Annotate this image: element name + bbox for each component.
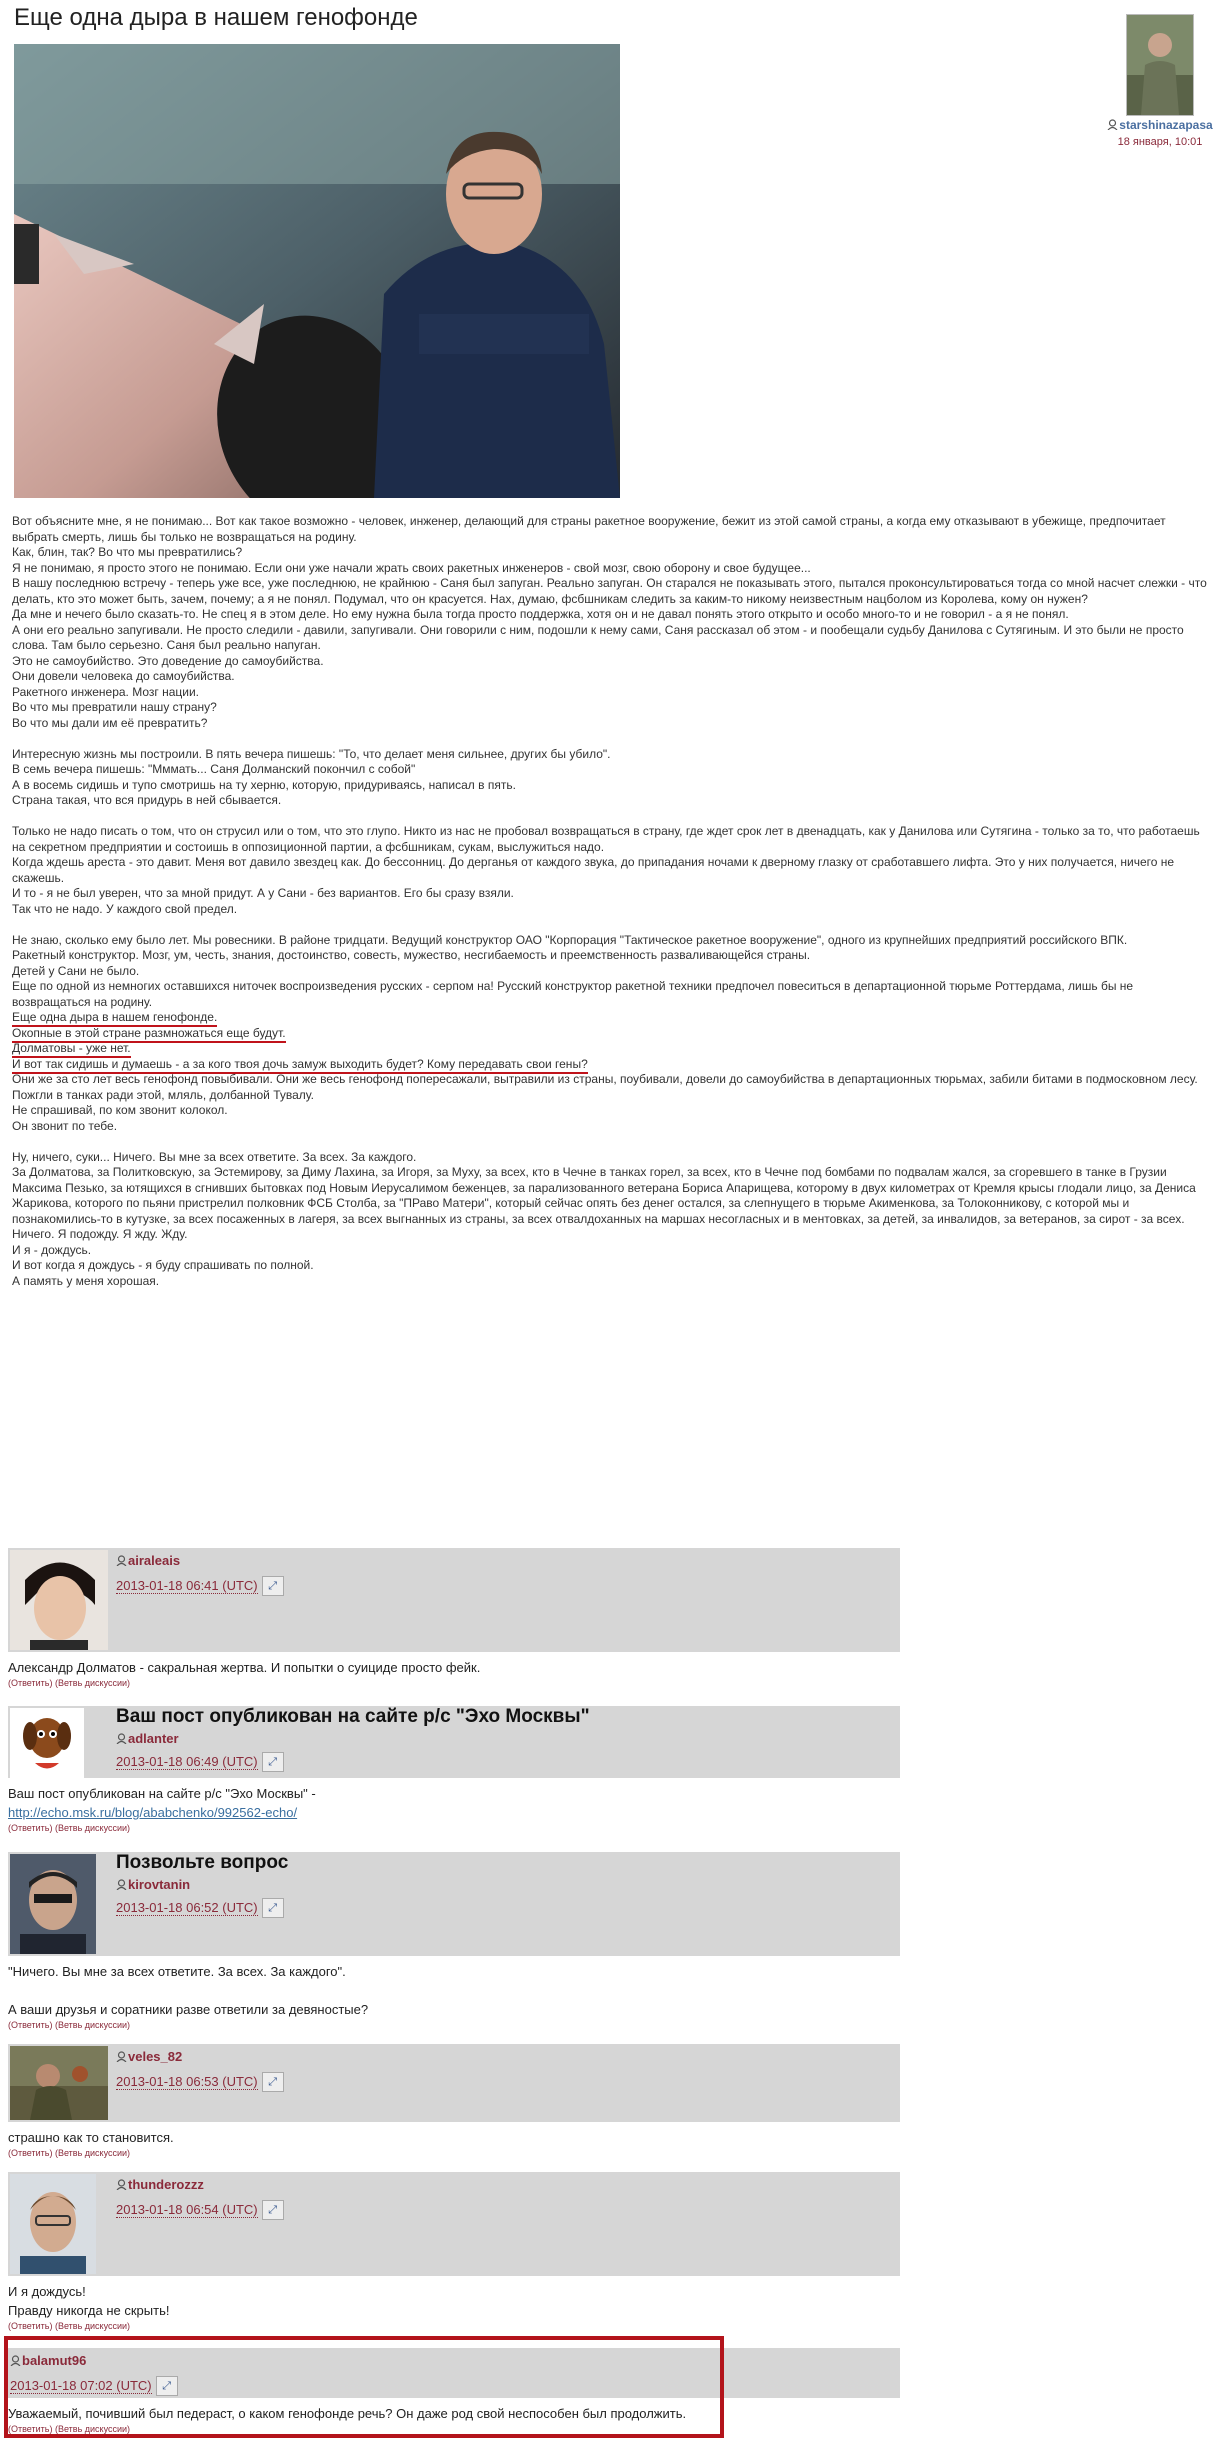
comment-line: А ваши друзья и соратники разве ответили за девяностые? [8,2002,369,2017]
post-body [12,514,1212,1289]
comment [8,1852,900,2030]
comment-text [8,1784,900,1822]
comment-actions[interactable]: (Ответить) (Ветвь дискуссии) [8,2424,131,2434]
comment-text [8,2128,900,2147]
thread-pin-icon[interactable]: ⤢ [262,1752,284,1772]
post-paragraph: Страна такая, что вся придурь в ней сбывается. [12,793,282,807]
comment-line: Правду никогда не скрыть! [8,2303,170,2318]
post-paragraph: Вот объясните мне, я не понимаю... Вот как такое возможно - человек, инженер, делающий для страны ракетное вооружение, бежит из этой самой страны, а когда ему отказывают в убежище, предпочитает выбрать смерть, лишь бы только не возвращаться на родину. [12,514,1166,544]
post-paragraph: Не спрашивай, по ком звонит колокол. [12,1103,228,1117]
comment-header [8,1852,900,1956]
post-paragraph: Я не понимаю, я просто этого не понимаю. Если они уже начали жрать своих ракетных инженеров - свой мозг, свою оборону и свое будущее... [12,560,811,575]
post-paragraph: Ракетный конструктор. Мозг, ум, честь, знания, достоинство, совесть, мужество, несгибаемость и преемственность разваливающейся страны. [12,948,811,962]
post-paragraph: Они довели человека до самоубийства. [12,669,235,683]
post-paragraph: Во что мы дали им её превратить? [12,715,208,730]
post-paragraph: А память у меня хорошая. [12,1273,160,1288]
comment-line: страшно как то становится. [8,2130,174,2145]
user-icon [116,2179,127,2190]
comment-line: "Ничего. Вы мне за всех ответите. За всех. За каждого". [8,1964,346,1979]
comment-avatar[interactable] [10,1708,84,1778]
post-paragraph [12,1026,1212,1042]
post-paragraph: Только не надо писать о том, что он струсил или о том, что это глупо. Никто из нас не пробовал возвращаться в страну, где ждет срок лет в двенадцать, как у Данилова или Сутягина - только за то, что работаешь на секретном предприятии и состоишь в оппозиционной партии, а фсбшникам, сукам, выслужиться надо. [12,824,1200,854]
thread-pin-icon[interactable]: ⤢ [262,2200,284,2220]
post-paragraph: И то - я не был уверен, что за мной придут. А у Сани - без вариантов. Его бы сразу взяли. [12,886,514,900]
author-avatar[interactable] [1126,14,1194,116]
author-username[interactable]: starshinazapasa [1119,118,1213,132]
comment-username[interactable]: adlanter [128,1731,179,1746]
comment-date[interactable]: 2013-01-18 06:49 (UTC) [116,1754,258,1770]
comment-title: Ваш пост опубликован на сайте р/с "Эхо Москвы" [116,1706,590,1727]
user-icon [1107,119,1118,130]
thread-pin-icon[interactable]: ⤢ [262,2072,284,2092]
post-paragraph: В семь вечера пишешь: "Мммать... Саня Долманский покончил с собой" [12,762,416,776]
comment [8,1548,900,1688]
paragraph-gap [12,1134,1212,1150]
paragraph-gap [12,809,1212,825]
comment-date[interactable]: 2013-01-18 06:52 (UTC) [116,1900,258,1916]
user-icon [116,2051,127,2062]
post-paragraph: Еще по одной из немногих оставшихся ниточек воспроизведения русских - серпом на! Русский конструктор ракетной техники предпочел повеситься в департационной тюрьме Роттердама, лишь бы не возвращаться на родину. [12,979,1134,1009]
post-paragraph: Детей у Сани не было. [12,963,140,978]
post-paragraph: Ракетного инженера. Мозг нации. [12,684,200,699]
post-paragraph: Интересную жизнь мы построили. В пять вечера пишешь: "То, что делает меня сильнее, других бы убило". [12,746,611,761]
post-date: 18 января, 10:01 [1117,136,1203,148]
thread-pin-icon[interactable]: ⤢ [262,1576,284,1596]
post-paragraph: Так что не надо. У каждого свой предел. [12,901,238,916]
comment-text [8,2282,900,2320]
post-paragraph: Ну, ничего, суки... Ничего. Вы мне за всех ответите. За всех. За каждого. [12,1149,417,1164]
comment-actions[interactable]: (Ответить) (Ветвь дискуссии) [8,2020,131,2030]
comment-username[interactable]: thunderozzz [128,2177,204,2192]
comment-date[interactable]: 2013-01-18 06:41 (UTC) [116,1578,258,1594]
comment-date[interactable]: 2013-01-18 07:02 (UTC) [10,2378,152,2394]
comment-line: И я дождусь! [8,2284,86,2299]
comment [8,1706,900,1833]
comment-username[interactable]: kirovtanin [128,1877,191,1892]
post-paragraph [12,1057,1212,1073]
comment-text [8,1962,900,2019]
post-paragraph: А они его реально запугивали. Не просто следили - давили, запугивали. Они говорили с ним, подошли к нему сами, Саня рассказал об этом - и пообещали судьбу Данилова с Сутягиным. И это были не просто слова. Там было серьезно. Саня был реально напуган. [12,622,1184,652]
comment [8,2044,900,2158]
post-paragraph: Он звонит по тебе. [12,1118,118,1133]
comment-meta [116,1852,288,1918]
paragraph-gap [12,731,1212,747]
underlined-line: Окопные в этой стране размножаться еще будут. [12,1026,286,1043]
comment-header [8,1548,900,1652]
post-paragraph: В нашу последнюю встречу - теперь уже все, уже последнюю, не крайнюю - Саня был запуган. Реально запуган. Он старался не показывать этого, пытался проконсультироваться тогда со мной насчет слежки - что делать, кто это может быть, зачем, почему; а я не понял. Подумал, что он красуется. Нах, думаю, фсбшникам следить за каким-то никому неизвестным нацболом из Королева, кому он нужен? [12,576,1207,606]
post-paragraph: Не знаю, сколько ему было лет. Мы ровесники. В районе тридцати. Ведущий конструктор ОАО "Корпорация "Тактическое ракетное вооружение", одного из крупнейших предприятий российского ВПК. [12,932,1128,947]
post-paragraph [12,1010,1212,1026]
comment-line: Ваш пост опубликован на сайте р/с "Эхо Москвы" - [8,1786,316,1801]
post-paragraph: Как, блин, так? Во что мы превратились? [12,545,243,559]
comment-avatar[interactable] [10,2174,96,2274]
post-paragraph: Когда ждешь ареста - это давит. Меня вот давило звездец как. До бессонниц. До дерганья от каждого звука, до припадания ночами к дверному глазку от сработавшего лифта. Это у них получается, ничего не скажешь. [12,855,1175,885]
comment-text [8,1658,900,1677]
comment-date[interactable]: 2013-01-18 06:54 (UTC) [116,2202,258,2218]
comment-actions[interactable]: (Ответить) (Ветвь дискуссии) [8,2148,131,2158]
user-icon [116,1879,127,1890]
post-paragraph: Во что мы превратили нашу страну? [12,700,217,714]
highlight-box [4,2336,724,2438]
comment-avatar[interactable] [10,2046,108,2120]
author-box [1105,14,1215,148]
comment-link[interactable]: http://echo.msk.ru/blog/ababchenko/992562-echo/ [8,1805,298,1820]
comment-header [8,1706,900,1778]
underlined-line: И вот так сидишь и думаешь - а за кого твоя дочь замуж выходить будет? Кому передавать свои гены? [12,1057,588,1074]
underlined-line: Еще одна дыра в нашем генофонде. [12,1010,217,1027]
comment-line: Уважаемый, почивший был педераст, о каком генофонде речь? Он даже род свой неспособен был продолжить. [8,2406,687,2421]
comment-avatar[interactable] [10,1550,108,1650]
post-photo [14,44,620,498]
post-paragraph: Да мне и нечего было сказать-то. Не спец я в этом деле. Но ему нужна была тогда просто поддержка, хотя он и не давал понять этого открыто и особо много-то и не говорил - а я не понял. [12,607,1069,621]
post-paragraph: И я - дождусь. [12,1242,92,1257]
post-paragraph: Это не самоубийство. Это доведение до самоубийства. [12,653,324,668]
comment-avatar[interactable] [10,1854,96,1954]
comment-header [8,2044,900,2122]
comment-username[interactable]: veles_82 [128,2049,183,2064]
comment-actions[interactable]: (Ответить) (Ветвь дискуссии) [8,1678,131,1688]
post-paragraph: А в восемь сидишь и тупо смотришь на ту херню, которую, придуриваясь, написал в пять. [12,777,516,792]
comment-meta [116,1552,284,1596]
user-icon [116,1733,127,1744]
thread-pin-icon[interactable]: ⤢ [262,1898,284,1918]
comment-line: Александр Долматов - сакральная жертва. И попытки о суициде просто фейк. [8,1660,481,1675]
comment-actions[interactable]: (Ответить) (Ветвь дискуссии) [8,1823,131,1833]
paragraph-gap [12,917,1212,933]
post-paragraph: За Долматова, за Политковскую, за Эстемирову, за Диму Лахина, за Игоря, за Муху, за всех, кто в Чечне в танках горел, за всех, кто в Чечне под бомбами по подвалам жался, за сгоревшего в танке в Грузии Максима Пезько, за ютящихся в сгнивших бытовках под Новым Иерусалимом беженцев, за парализованного ветерана Бориса Апарищева, которому в двух километрах от Кремля крысы глодали лицо, за Дениса Жарикова, которого по пьяни пристрелил полковник ФСБ Столба, за "ПРаво Матери", который сейчас опять без денег остался, за слепнущего в тюрьме Акименкова, за Толоконникову, с которой мы и познакомились-то в кутузке, за всех посаженных в лагеря, за всех выгнанных из страны, за всех отвалдоханных на маршах несогласных и в ментовках, за детей, за инвалидов, за ветеранов, за сирот - за всех. [12,1165,1196,1226]
post-paragraph: Ничего. Я подожду. Я жду. Жду. [12,1227,188,1241]
comment-username[interactable]: balamut96 [22,2353,87,2368]
comment-username[interactable]: airaleais [128,1553,181,1568]
post-paragraph: И вот когда я дождусь - я буду спрашивать по полной. [12,1258,314,1272]
post-paragraph: Пожгли в танках ради этой, мляль, долбанной Тувалу. [12,1087,314,1102]
comment-header [8,2172,900,2276]
thread-pin-icon[interactable]: ⤢ [156,2376,178,2396]
underlined-line: Долматовы - уже нет. [12,1041,131,1058]
post-title: Еще одна дыра в нашем генофонде [14,4,418,31]
comment [8,2172,900,2331]
user-icon [116,1555,127,1566]
comment-date[interactable]: 2013-01-18 06:53 (UTC) [116,2074,258,2090]
comment-meta [116,1706,590,1772]
comment-meta [116,2048,284,2092]
comment-meta [116,2176,284,2220]
comment-actions[interactable]: (Ответить) (Ветвь дискуссии) [8,2321,131,2331]
post-paragraph: Они же за сто лет весь генофонд повыбивали. Они же весь генофонд попересажали, вытравили из страны, поубивали, довели до самоубийства в департационных тюрьмах, забили битами в подмосковном лесу. [12,1072,1198,1086]
comment-title: Позвольте вопрос [116,1852,289,1873]
post-paragraph [12,1041,1212,1057]
